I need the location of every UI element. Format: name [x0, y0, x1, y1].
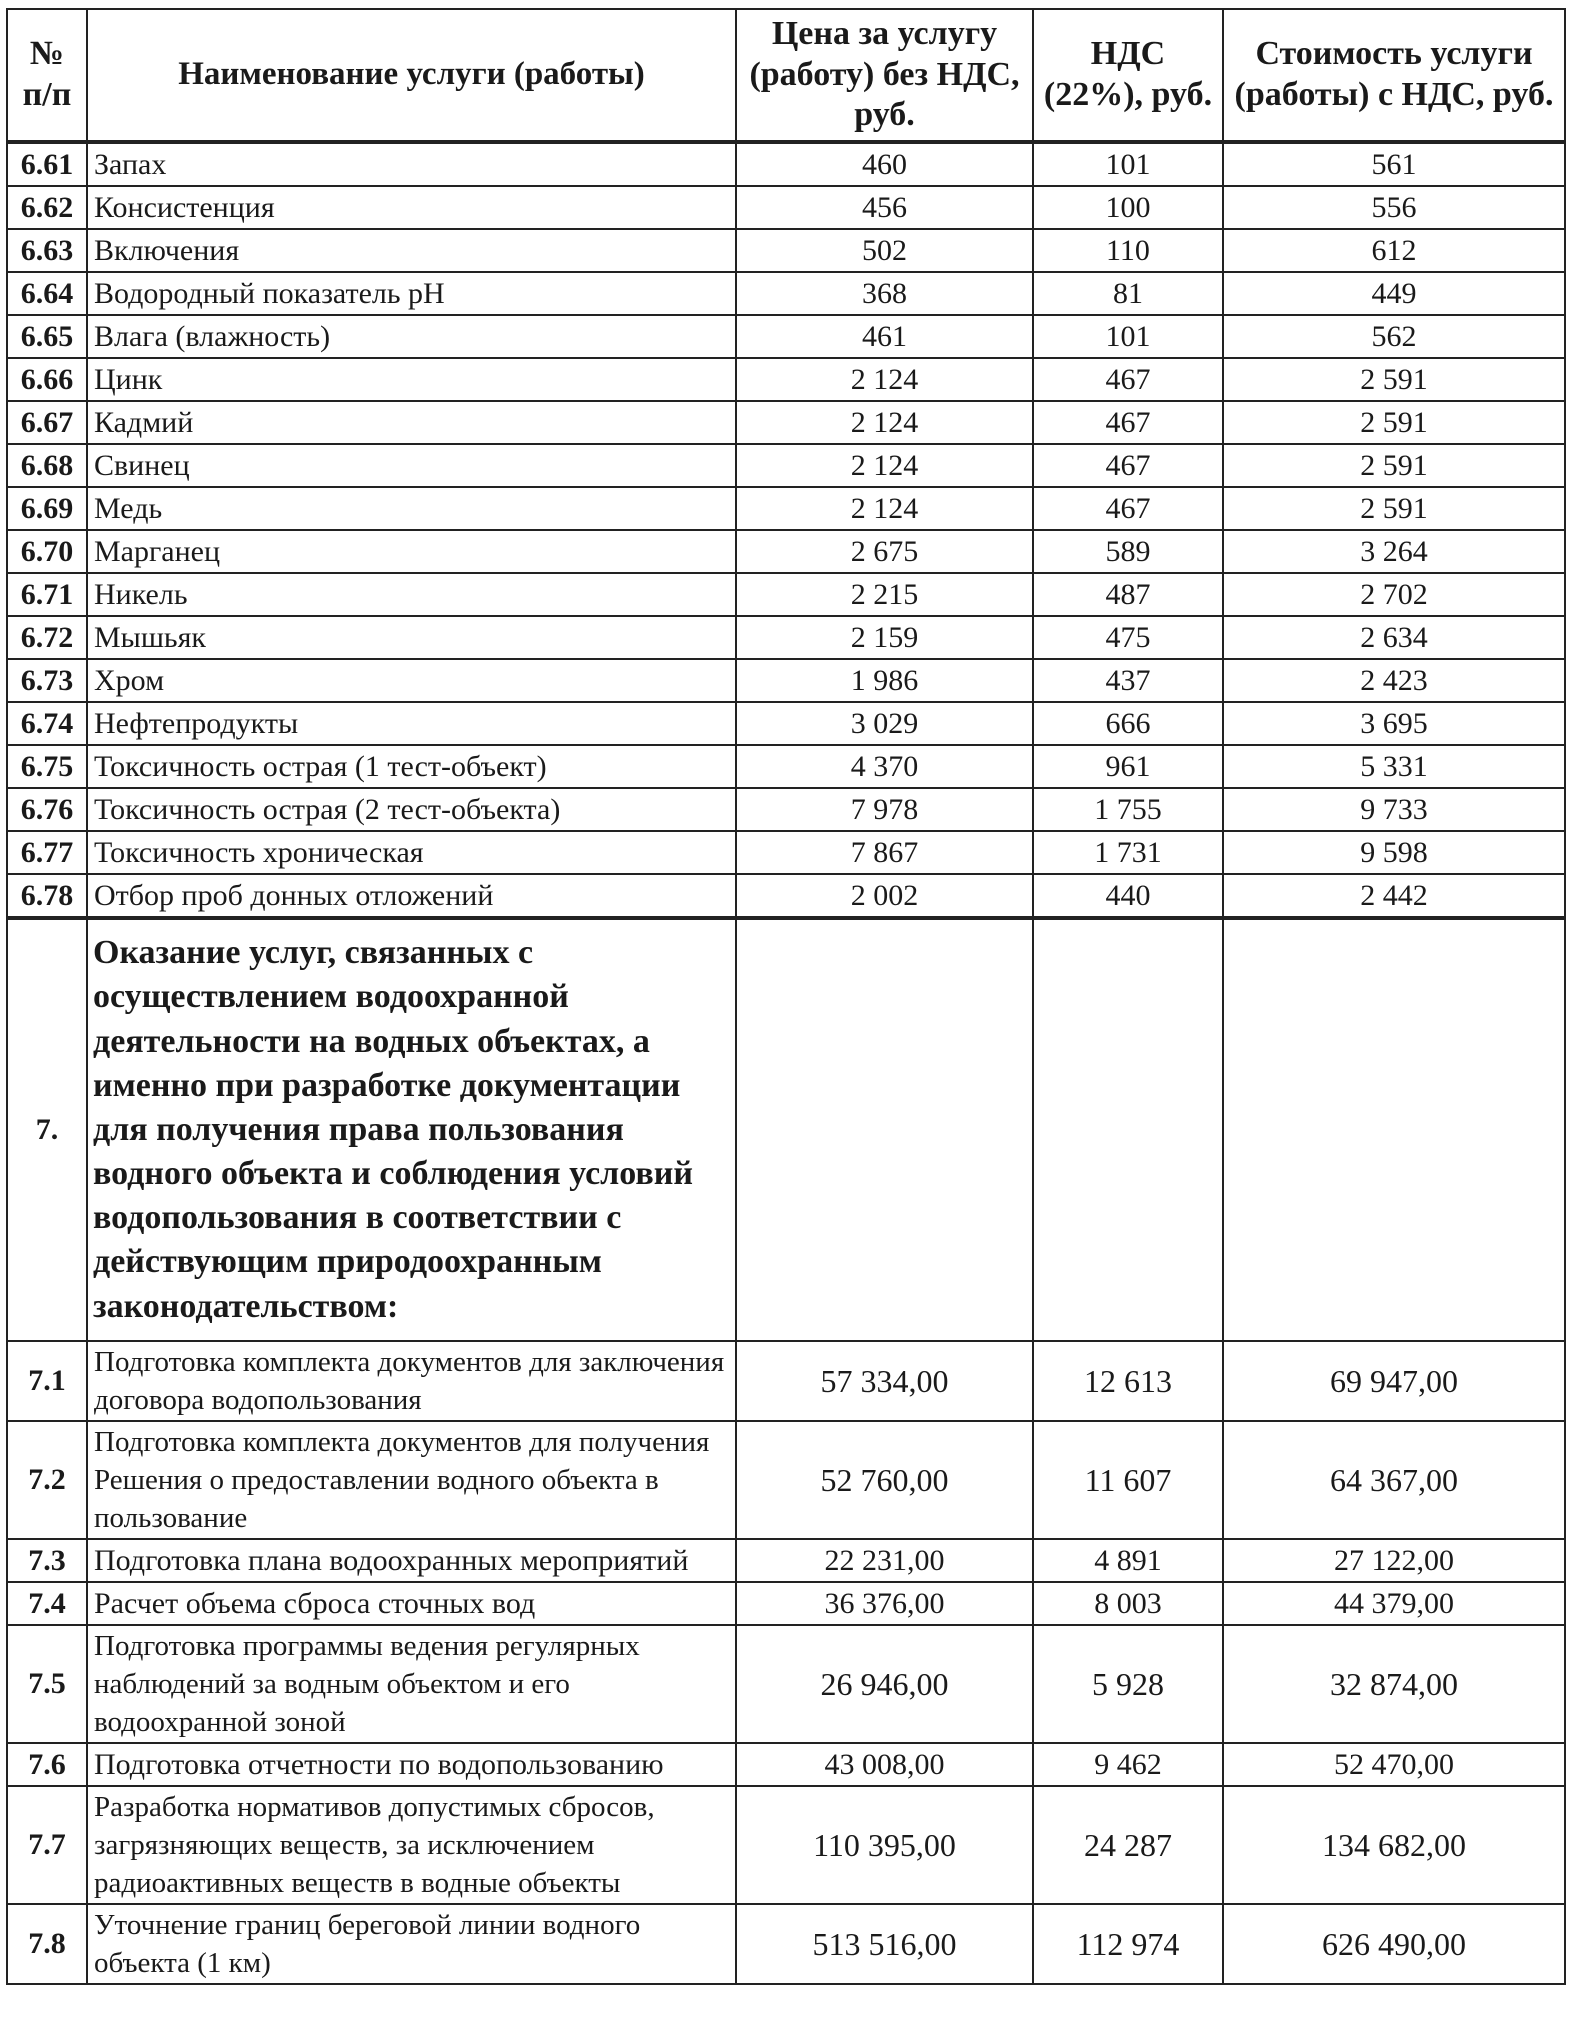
header-vat: НДС (22%), руб. [1033, 9, 1223, 142]
table-row [7, 229, 1565, 272]
table-row [7, 1786, 1565, 1904]
row-vat: 101 [1033, 315, 1223, 358]
row-name: Запах [87, 142, 736, 186]
row-name: Разработка нормативов допустимых сбросов, загрязняющих веществ, за исключением радиоактивных веществ в водные объекты [87, 1786, 736, 1904]
row-total: 2 702 [1223, 573, 1565, 616]
row-name: Свинец [87, 444, 736, 487]
row-total: 3 264 [1223, 530, 1565, 573]
table-row [7, 1625, 1565, 1743]
row-total: 9 598 [1223, 831, 1565, 874]
row-vat: 1 731 [1033, 831, 1223, 874]
row-name: Подготовка отчетности по водопользованию [87, 1743, 736, 1786]
row-name: Подготовка плана водоохранных мероприятий [87, 1539, 736, 1582]
row-num: 6.76 [7, 788, 87, 831]
row-price: 460 [736, 142, 1033, 186]
table-row [7, 1421, 1565, 1539]
row-price: 4 370 [736, 745, 1033, 788]
table-row [7, 272, 1565, 315]
row-price: 502 [736, 229, 1033, 272]
row-vat: 440 [1033, 874, 1223, 918]
row-vat: 437 [1033, 659, 1223, 702]
row-price: 1 986 [736, 659, 1033, 702]
table-row [7, 444, 1565, 487]
row-vat: 5 928 [1033, 1625, 1223, 1743]
section-title: Оказание услуг, связанных с осуществлением водоохранной деятельности на водных объектах, а именно при разработке документации для получения права пользования водного объекта и соблюдения условий водопользования в соответствии с действующим природоохранным законодательством: [87, 918, 736, 1341]
empty-cell [1033, 918, 1223, 1341]
row-vat: 467 [1033, 487, 1223, 530]
row-num: 6.65 [7, 315, 87, 358]
table-row [7, 659, 1565, 702]
row-price: 52 760,00 [736, 1421, 1033, 1539]
row-name: Медь [87, 487, 736, 530]
table-row [7, 142, 1565, 186]
row-num: 7.6 [7, 1743, 87, 1786]
table-row [7, 186, 1565, 229]
row-num: 6.71 [7, 573, 87, 616]
row-total: 2 423 [1223, 659, 1565, 702]
row-name: Подготовка программы ведения регулярных наблюдений за водным объектом и его водоохранной зоной [87, 1625, 736, 1743]
table-row [7, 401, 1565, 444]
row-vat: 11 607 [1033, 1421, 1223, 1539]
table-row [7, 573, 1565, 616]
row-vat: 81 [1033, 272, 1223, 315]
row-name: Цинк [87, 358, 736, 401]
row-vat: 8 003 [1033, 1582, 1223, 1625]
row-price: 2 124 [736, 487, 1033, 530]
row-total: 626 490,00 [1223, 1904, 1565, 1984]
row-num: 6.62 [7, 186, 87, 229]
row-vat: 467 [1033, 444, 1223, 487]
row-price: 2 124 [736, 444, 1033, 487]
row-total: 9 733 [1223, 788, 1565, 831]
row-total: 69 947,00 [1223, 1341, 1565, 1421]
row-num: 6.72 [7, 616, 87, 659]
empty-cell [1223, 918, 1565, 1341]
row-num: 7.5 [7, 1625, 87, 1743]
row-total: 2 442 [1223, 874, 1565, 918]
row-num: 6.75 [7, 745, 87, 788]
row-vat: 24 287 [1033, 1786, 1223, 1904]
row-price: 368 [736, 272, 1033, 315]
row-name: Нефтепродукты [87, 702, 736, 745]
row-num: 6.66 [7, 358, 87, 401]
table-row [7, 745, 1565, 788]
table-row [7, 1341, 1565, 1421]
row-price: 36 376,00 [736, 1582, 1033, 1625]
row-price: 513 516,00 [736, 1904, 1033, 1984]
row-name: Токсичность острая (1 тест-объект) [87, 745, 736, 788]
row-num: 6.64 [7, 272, 87, 315]
row-total: 64 367,00 [1223, 1421, 1565, 1539]
table-row [7, 1582, 1565, 1625]
row-total: 2 634 [1223, 616, 1565, 659]
price-table [6, 8, 1566, 1985]
row-price: 2 124 [736, 358, 1033, 401]
row-vat: 110 [1033, 229, 1223, 272]
row-total: 5 331 [1223, 745, 1565, 788]
row-price: 2 002 [736, 874, 1033, 918]
row-total: 3 695 [1223, 702, 1565, 745]
row-num: 6.67 [7, 401, 87, 444]
row-num: 7.2 [7, 1421, 87, 1539]
table-row [7, 1539, 1565, 1582]
table-row [7, 788, 1565, 831]
row-price: 2 215 [736, 573, 1033, 616]
header-num: № п/п [7, 9, 87, 142]
row-price: 2 159 [736, 616, 1033, 659]
row-num: 7.7 [7, 1786, 87, 1904]
row-price: 456 [736, 186, 1033, 229]
row-total: 32 874,00 [1223, 1625, 1565, 1743]
row-total: 2 591 [1223, 444, 1565, 487]
row-name: Мышьяк [87, 616, 736, 659]
row-total: 52 470,00 [1223, 1743, 1565, 1786]
row-name: Подготовка комплекта документов для получения Решения о предоставлении водного объекта в пользование [87, 1421, 736, 1539]
table-row [7, 702, 1565, 745]
row-total: 562 [1223, 315, 1565, 358]
row-num: 6.73 [7, 659, 87, 702]
row-num: 6.70 [7, 530, 87, 573]
row-num: 6.68 [7, 444, 87, 487]
row-total: 449 [1223, 272, 1565, 315]
row-num: 6.78 [7, 874, 87, 918]
row-price: 461 [736, 315, 1033, 358]
row-name: Марганец [87, 530, 736, 573]
row-price: 57 334,00 [736, 1341, 1033, 1421]
empty-cell [736, 918, 1033, 1341]
row-vat: 961 [1033, 745, 1223, 788]
row-price: 2 675 [736, 530, 1033, 573]
row-vat: 101 [1033, 142, 1223, 186]
row-name: Водородный показатель pH [87, 272, 736, 315]
row-vat: 467 [1033, 358, 1223, 401]
row-name: Влага (влажность) [87, 315, 736, 358]
header-price: Цена за услугу (работу) без НДС, руб. [736, 9, 1033, 142]
row-name: Кадмий [87, 401, 736, 444]
row-vat: 475 [1033, 616, 1223, 659]
row-total: 134 682,00 [1223, 1786, 1565, 1904]
row-total: 2 591 [1223, 401, 1565, 444]
row-price: 22 231,00 [736, 1539, 1033, 1582]
row-total: 561 [1223, 142, 1565, 186]
table-row [7, 315, 1565, 358]
table-row [7, 530, 1565, 573]
row-name: Подготовка комплекта документов для заключения договора водопользования [87, 1341, 736, 1421]
row-price: 110 395,00 [736, 1786, 1033, 1904]
section-heading-row [7, 918, 1565, 1341]
table-row [7, 616, 1565, 659]
row-vat: 4 891 [1033, 1539, 1223, 1582]
row-num: 6.61 [7, 142, 87, 186]
row-price: 2 124 [736, 401, 1033, 444]
row-price: 43 008,00 [736, 1743, 1033, 1786]
row-name: Никель [87, 573, 736, 616]
row-total: 556 [1223, 186, 1565, 229]
section-num: 7. [7, 918, 87, 1341]
row-name: Хром [87, 659, 736, 702]
row-vat: 112 974 [1033, 1904, 1223, 1984]
row-num: 6.69 [7, 487, 87, 530]
row-name: Расчет объема сброса сточных вод [87, 1582, 736, 1625]
row-price: 7 867 [736, 831, 1033, 874]
price-list-page [6, 8, 1566, 1985]
row-name: Уточнение границ береговой линии водного объекта (1 км) [87, 1904, 736, 1984]
row-name: Токсичность острая (2 тест-объекта) [87, 788, 736, 831]
row-vat: 100 [1033, 186, 1223, 229]
row-total: 2 591 [1223, 358, 1565, 401]
table-row [7, 487, 1565, 530]
table-row [7, 1904, 1565, 1984]
row-vat: 9 462 [1033, 1743, 1223, 1786]
row-price: 7 978 [736, 788, 1033, 831]
row-price: 3 029 [736, 702, 1033, 745]
header-total: Стоимость услуги (работы) с НДС, руб. [1223, 9, 1565, 142]
row-num: 7.1 [7, 1341, 87, 1421]
row-num: 7.8 [7, 1904, 87, 1984]
table-row [7, 874, 1565, 918]
row-num: 7.4 [7, 1582, 87, 1625]
row-vat: 467 [1033, 401, 1223, 444]
row-total: 27 122,00 [1223, 1539, 1565, 1582]
row-total: 44 379,00 [1223, 1582, 1565, 1625]
row-num: 6.74 [7, 702, 87, 745]
row-vat: 1 755 [1033, 788, 1223, 831]
row-name: Консистенция [87, 186, 736, 229]
row-total: 612 [1223, 229, 1565, 272]
table-header-row [7, 9, 1565, 142]
row-vat: 666 [1033, 702, 1223, 745]
row-name: Включения [87, 229, 736, 272]
table-row [7, 1743, 1565, 1786]
table-row [7, 358, 1565, 401]
header-name: Наименование услуги (работы) [87, 9, 736, 142]
row-price: 26 946,00 [736, 1625, 1033, 1743]
row-total: 2 591 [1223, 487, 1565, 530]
row-vat: 589 [1033, 530, 1223, 573]
row-vat: 487 [1033, 573, 1223, 616]
row-vat: 12 613 [1033, 1341, 1223, 1421]
row-num: 6.63 [7, 229, 87, 272]
row-name: Отбор проб донных отложений [87, 874, 736, 918]
row-num: 7.3 [7, 1539, 87, 1582]
row-name: Токсичность хроническая [87, 831, 736, 874]
table-row [7, 831, 1565, 874]
row-num: 6.77 [7, 831, 87, 874]
